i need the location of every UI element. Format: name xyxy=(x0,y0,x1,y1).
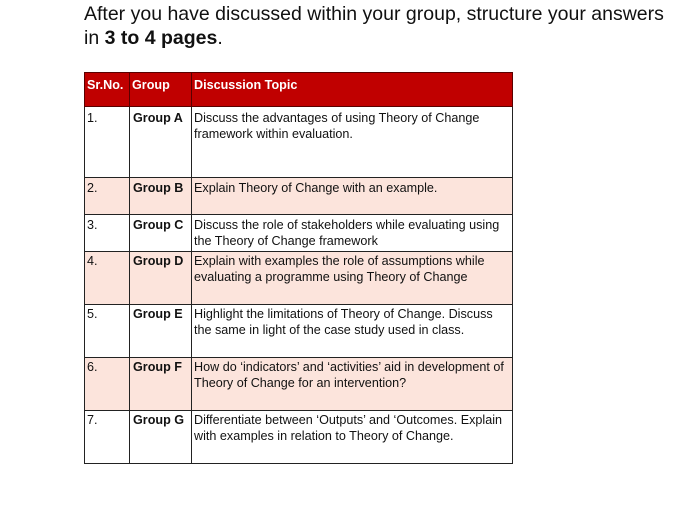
instruction-emphasis: 3 to 4 pages xyxy=(104,27,218,49)
cell-srno: 7. xyxy=(85,411,130,464)
instruction-part1: After you have discussed within your group, structure your answers in xyxy=(84,3,664,49)
header-srno: Sr.No. xyxy=(85,73,130,107)
cell-group: Group C xyxy=(130,215,192,252)
discussion-topics-table xyxy=(84,72,513,464)
table-row xyxy=(85,178,513,215)
table-row xyxy=(85,252,513,305)
cell-topic: How do ‘indicators’ and ‘activities’ aid in development of Theory of Change for an intervention? xyxy=(192,358,513,411)
table-row xyxy=(85,411,513,464)
cell-topic: Differentiate between ‘Outputs’ and ‘Outcomes. Explain with examples in relation to Theory of Change. xyxy=(192,411,513,464)
instruction-text xyxy=(84,2,684,50)
cell-group: Group D xyxy=(130,252,192,305)
cell-topic: Explain Theory of Change with an example. xyxy=(192,178,513,215)
table-row xyxy=(85,305,513,358)
cell-srno: 1. xyxy=(85,107,130,178)
cell-topic: Highlight the limitations of Theory of Change. Discuss the same in light of the case study used in class. xyxy=(192,305,513,358)
table-row xyxy=(85,107,513,178)
header-group: Group xyxy=(130,73,192,107)
cell-group: Group A xyxy=(130,107,192,178)
cell-srno: 6. xyxy=(85,358,130,411)
table-header-row xyxy=(85,73,513,107)
cell-group: Group E xyxy=(130,305,192,358)
cell-topic: Discuss the role of stakeholders while evaluating using the Theory of Change framework xyxy=(192,215,513,252)
header-topic: Discussion Topic xyxy=(192,73,513,107)
cell-srno: 5. xyxy=(85,305,130,358)
instruction-part2: . xyxy=(217,27,223,49)
cell-srno: 2. xyxy=(85,178,130,215)
cell-topic: Explain with examples the role of assumptions while evaluating a programme using Theory of Change xyxy=(192,252,513,305)
table-row xyxy=(85,215,513,252)
cell-group: Group B xyxy=(130,178,192,215)
cell-group: Group G xyxy=(130,411,192,464)
cell-group: Group F xyxy=(130,358,192,411)
cell-srno: 3. xyxy=(85,215,130,252)
cell-topic: Discuss the advantages of using Theory of Change framework within evaluation. xyxy=(192,107,513,178)
cell-srno: 4. xyxy=(85,252,130,305)
table-row xyxy=(85,358,513,411)
